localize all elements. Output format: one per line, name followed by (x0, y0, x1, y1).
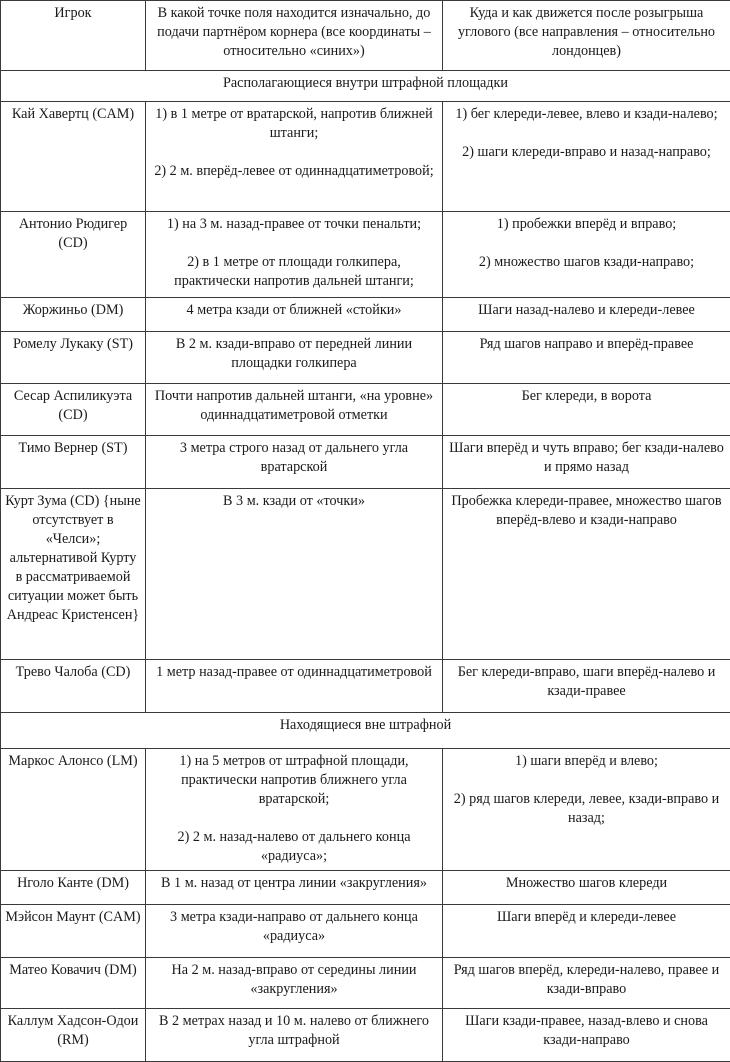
player-cell: Нголо Канте (DM) (1, 871, 146, 905)
movement-cell (443, 871, 730, 905)
position-paragraph: 2) 2 м. вперёд-левее от одиннадцатиметровой; (150, 162, 438, 181)
movement-paragraph: Бег клереди, в ворота (447, 387, 726, 406)
player-cell: Курт Зума (CD) {ныне отсутствует в «Челси»; альтернативой Курту в рассматриваемой ситуации может быть Андреас Кристенсен} (1, 489, 146, 660)
position-paragraph: На 2 м. назад-вправо от середины линии «закругления» (150, 961, 438, 999)
movement-paragraph: 1) шаги вперёд и влево; (447, 752, 726, 771)
movement-paragraph: 2) шаги клереди-вправо и назад-направо; (447, 143, 726, 162)
header-position: В какой точке поля находится изначально, до подачи партнёром корнера (все координаты – относительно «синих») (146, 1, 443, 71)
table-row (1, 332, 730, 384)
movement-cell (443, 212, 730, 298)
player-cell: Матео Ковачич (DM) (1, 958, 146, 1009)
player-cell: Ромелу Лукаку (ST) (1, 332, 146, 384)
section-row (1, 713, 730, 749)
position-paragraph: 1 метр назад-правее от одиннадцатиметровой (150, 663, 438, 682)
table-row (1, 905, 730, 958)
player-cell: Каллум Хадсон-Одои (RM) (1, 1009, 146, 1062)
movement-cell (443, 298, 730, 332)
table-row (1, 436, 730, 489)
header-movement: Куда и как движется после розыгрыша углового (все направления – относительно лондонцев) (443, 1, 730, 71)
position-paragraph: В 3 м. кзади от «точки» (150, 492, 438, 511)
position-cell (146, 384, 443, 436)
position-paragraph: 3 метра строго назад от дальнего угла вратарской (150, 439, 438, 477)
movement-paragraph: Шаги назад-налево и клереди-левее (447, 301, 726, 320)
movement-paragraph: Ряд шагов направо и вперёд-правее (447, 335, 726, 354)
table-row (1, 212, 730, 298)
movement-paragraph: 2) множество шагов кзади-направо; (447, 253, 726, 272)
movement-paragraph: Бег клереди-вправо, шаги вперёд-налево и кзади-правее (447, 663, 726, 701)
position-paragraph: 2) 2 м. назад-налево от дальнего конца «радиуса»; (150, 828, 438, 866)
section-title: Находящиеся вне штрафной (1, 713, 730, 749)
position-paragraph: 4 метра кзади от ближней «стойки» (150, 301, 438, 320)
player-cell: Антонио Рюдигер (CD) (1, 212, 146, 298)
table-row (1, 298, 730, 332)
player-cell: Тимо Вернер (ST) (1, 436, 146, 489)
movement-cell (443, 384, 730, 436)
table-row (1, 102, 730, 212)
table-row (1, 660, 730, 713)
player-cell: Сесар Аспиликуэта (CD) (1, 384, 146, 436)
table-header-row (1, 1, 730, 71)
movement-cell (443, 1009, 730, 1062)
table-row (1, 749, 730, 871)
movement-paragraph: Множество шагов клереди (447, 874, 726, 893)
position-cell (146, 905, 443, 958)
position-paragraph: Почти напротив дальней штанги, «на уровне» одиннадцатиметровой отметки (150, 387, 438, 425)
table-row (1, 871, 730, 905)
position-cell (146, 436, 443, 489)
player-cell: Кай Хавертц (CAM) (1, 102, 146, 212)
movement-cell (443, 660, 730, 713)
position-cell (146, 660, 443, 713)
position-paragraph: 2) в 1 метре от площади голкипера, практически напротив дальней штанги; (150, 253, 438, 291)
table-row (1, 1009, 730, 1062)
header-player: Игрок (1, 1, 146, 71)
movement-paragraph: 1) пробежки вперёд и вправо; (447, 215, 726, 234)
position-cell (146, 332, 443, 384)
movement-cell (443, 332, 730, 384)
position-cell (146, 1009, 443, 1062)
player-cell: Трево Чалоба (CD) (1, 660, 146, 713)
movement-paragraph: Пробежка клереди-правее, множество шагов вперёд-влево и кзади-направо (447, 492, 726, 530)
section-title: Располагающиеся внутри штрафной площадки (1, 71, 730, 102)
movement-paragraph: Шаги вперёд и клереди-левее (447, 908, 726, 927)
player-cell: Маркос Алонсо (LM) (1, 749, 146, 871)
movement-cell (443, 958, 730, 1009)
movement-paragraph: Шаги вперёд и чуть вправо; бег кзади-налево и прямо назад (447, 439, 726, 477)
movement-paragraph: Ряд шагов вперёд, клереди-налево, правее и кзади-вправо (447, 961, 726, 999)
position-cell (146, 212, 443, 298)
position-cell (146, 489, 443, 660)
position-cell (146, 102, 443, 212)
section-row (1, 71, 730, 102)
movement-paragraph: 2) ряд шагов клереди, левее, кзади-вправо и назад; (447, 790, 726, 828)
position-cell (146, 298, 443, 332)
table-row (1, 384, 730, 436)
position-paragraph: В 1 м. назад от центра линии «закругления» (150, 874, 438, 893)
movement-cell (443, 436, 730, 489)
position-paragraph: 1) на 3 м. назад-правее от точки пенальти; (150, 215, 438, 234)
movement-paragraph: Шаги кзади-правее, назад-влево и снова кзади-направо (447, 1012, 726, 1050)
movement-cell (443, 102, 730, 212)
position-paragraph: В 2 метрах назад и 10 м. налево от ближнего угла штрафной (150, 1012, 438, 1050)
player-cell: Жоржиньо (DM) (1, 298, 146, 332)
movement-cell (443, 489, 730, 660)
position-paragraph: 1) в 1 метре от вратарской, напротив ближней штанги; (150, 105, 438, 143)
table-row (1, 958, 730, 1009)
position-paragraph: В 2 м. кзади-вправо от передней линии площадки голкипера (150, 335, 438, 373)
movement-cell (443, 749, 730, 871)
position-cell (146, 871, 443, 905)
movement-cell (443, 905, 730, 958)
position-cell (146, 958, 443, 1009)
movement-paragraph: 1) бег клереди-левее, влево и кзади-налево; (447, 105, 726, 124)
table-row (1, 489, 730, 660)
position-paragraph: 1) на 5 метров от штрафной площади, практически напротив ближнего угла вратарской; (150, 752, 438, 809)
player-cell: Мэйсон Маунт (CAM) (1, 905, 146, 958)
position-paragraph: 3 метра кзади-направо от дальнего конца «радиуса» (150, 908, 438, 946)
position-cell (146, 749, 443, 871)
